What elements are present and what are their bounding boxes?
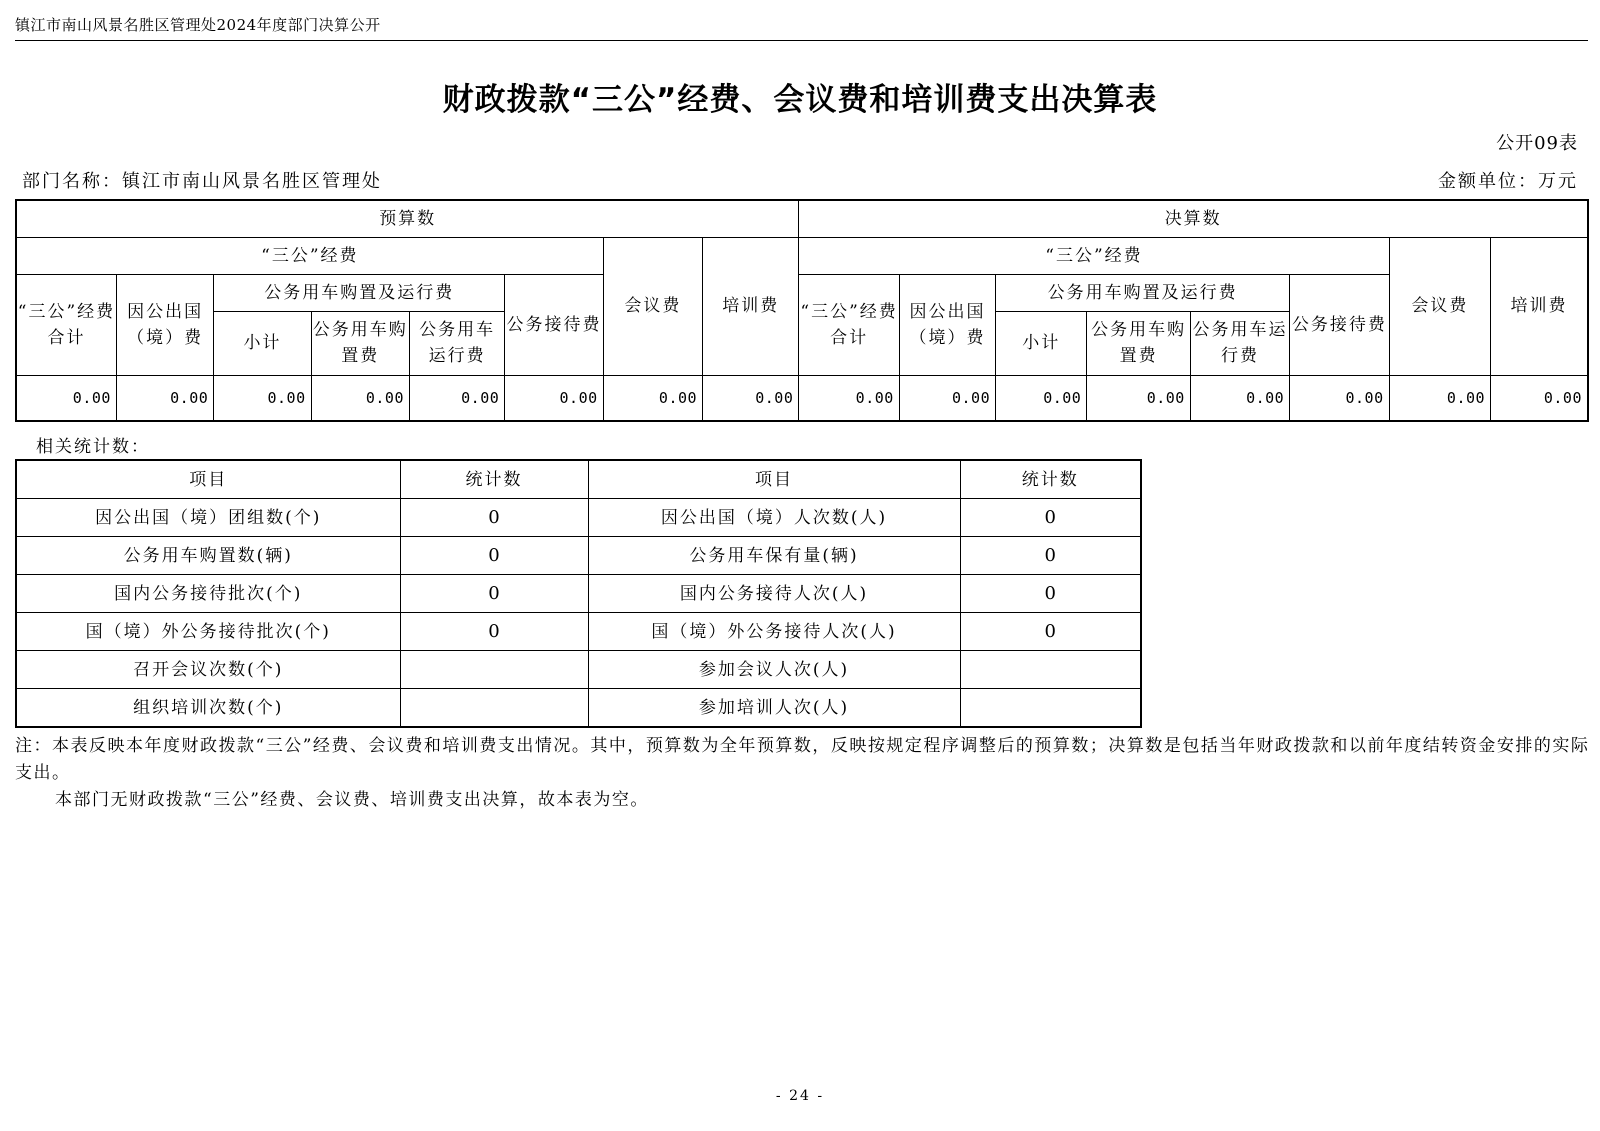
stats-value: 0: [960, 499, 1141, 537]
budget-value-cell: 0.00: [214, 375, 311, 421]
running-header: 镇江市南山风景名胜区管理处2024年度部门决算公开: [15, 16, 381, 34]
budget-vehicle-header: 公务用车购置及运行费: [214, 274, 505, 311]
budget-value-cell: 0.00: [703, 375, 799, 421]
stats-item: 召开会议次数(个): [16, 651, 400, 689]
budget-total-header: “三公”经费合计: [16, 274, 116, 375]
stats-value: 0: [960, 613, 1141, 651]
final-meeting-header: 会议费: [1389, 237, 1490, 375]
table-row: [16, 575, 1141, 613]
final-vehicle-purchase-header: 公务用车购置费: [1087, 311, 1191, 375]
budget-value-cell: 0.00: [409, 375, 504, 421]
budget-value-cell: 0.00: [603, 375, 702, 421]
stats-item: 国（境）外公务接待人次(人): [588, 613, 960, 651]
stats-label: 相关统计数：: [36, 437, 150, 457]
budget-reception-header: 公务接待费: [505, 274, 603, 375]
expense-table: [15, 199, 1589, 422]
final-value-cell: 0.00: [1087, 375, 1191, 421]
budget-meeting-header: 会议费: [603, 237, 702, 375]
stats-value: 0: [960, 537, 1141, 575]
final-value-cell: 0.00: [899, 375, 995, 421]
stats-item: 因公出国（境）团组数(个): [16, 499, 400, 537]
footnote-line-2: 本部门无财政拨款“三公”经费、会议费、培训费支出决算，故本表为空。: [55, 790, 649, 810]
stats-value: 0: [400, 575, 588, 613]
department-name: 部门名称：镇江市南山风景名胜区管理处: [22, 171, 382, 192]
stats-value: [960, 651, 1141, 689]
stats-item: 公务用车购置数(辆): [16, 537, 400, 575]
stats-item: 参加会议人次(人): [588, 651, 960, 689]
budget-value-cell: 0.00: [505, 375, 603, 421]
stats-item-header: 项目: [16, 460, 400, 499]
stats-value: [960, 689, 1141, 728]
final-value-cell: 0.00: [799, 375, 899, 421]
budget-header: 预算数: [16, 200, 799, 237]
final-training-header: 培训费: [1491, 237, 1588, 375]
stats-value: 0: [400, 613, 588, 651]
page-title: 财政拨款“三公”经费、会议费和培训费支出决算表: [442, 82, 1158, 118]
stats-item: 国内公务接待人次(人): [588, 575, 960, 613]
stats-item: 公务用车保有量(辆): [588, 537, 960, 575]
stats-item-header: 项目: [588, 460, 960, 499]
header-rule: [15, 40, 1588, 41]
amount-unit: 金额单位：万元: [1438, 171, 1578, 192]
final-value-cell: 0.00: [1190, 375, 1289, 421]
budget-vehicle-run-header: 公务用车运行费: [409, 311, 504, 375]
final-value-cell: 0.00: [1389, 375, 1490, 421]
stats-item: 国内公务接待批次(个): [16, 575, 400, 613]
stats-table: [15, 459, 1142, 728]
budget-value-cell: 0.00: [311, 375, 409, 421]
final-subtotal-header: 小计: [996, 311, 1087, 375]
budget-subtotal-header: 小计: [214, 311, 311, 375]
final-value-cell: 0.00: [1290, 375, 1389, 421]
stats-value: 0: [400, 499, 588, 537]
budget-training-header: 培训费: [703, 237, 799, 375]
footnote: [15, 733, 1590, 814]
page-number: - 24 -: [775, 1088, 825, 1104]
table-row: [16, 537, 1141, 575]
final-header: 决算数: [799, 200, 1588, 237]
final-value-cell: 0.00: [1491, 375, 1588, 421]
final-vehicle-run-header: 公务用车运行费: [1190, 311, 1289, 375]
final-total-header: “三公”经费合计: [799, 274, 899, 375]
footnote-line-1: 注：本表反映本年度财政拨款“三公”经费、会议费和培训费支出情况。其中，预算数为全年预算数，反映按规定程序调整后的预算数；决算数是包括当年财政拨款和以前年度结转资金安排的实际支出。: [15, 736, 1590, 783]
stats-item: 因公出国（境）人次数(人): [588, 499, 960, 537]
stats-value: [400, 651, 588, 689]
stats-count-header: 统计数: [400, 460, 588, 499]
final-reception-header: 公务接待费: [1290, 274, 1389, 375]
stats-item: 组织培训次数(个): [16, 689, 400, 728]
budget-abroad-header: 因公出国（境）费: [116, 274, 213, 375]
budget-sangong-header: “三公”经费: [16, 237, 603, 274]
final-vehicle-header: 公务用车购置及运行费: [996, 274, 1290, 311]
stats-item: 参加培训人次(人): [588, 689, 960, 728]
final-value-cell: 0.00: [996, 375, 1087, 421]
stats-value: 0: [400, 537, 588, 575]
table-number: 公开09表: [1496, 133, 1578, 154]
table-row: [16, 651, 1141, 689]
stats-value: [400, 689, 588, 728]
final-sangong-header: “三公”经费: [799, 237, 1389, 274]
table-row: [16, 689, 1141, 728]
budget-vehicle-purchase-header: 公务用车购置费: [311, 311, 409, 375]
final-abroad-header: 因公出国（境）费: [899, 274, 995, 375]
budget-value-cell: 0.00: [116, 375, 213, 421]
stats-count-header: 统计数: [960, 460, 1141, 499]
table-row: [16, 499, 1141, 537]
stats-item: 国（境）外公务接待批次(个): [16, 613, 400, 651]
budget-value-cell: 0.00: [16, 375, 116, 421]
table-row: [16, 613, 1141, 651]
stats-value: 0: [960, 575, 1141, 613]
